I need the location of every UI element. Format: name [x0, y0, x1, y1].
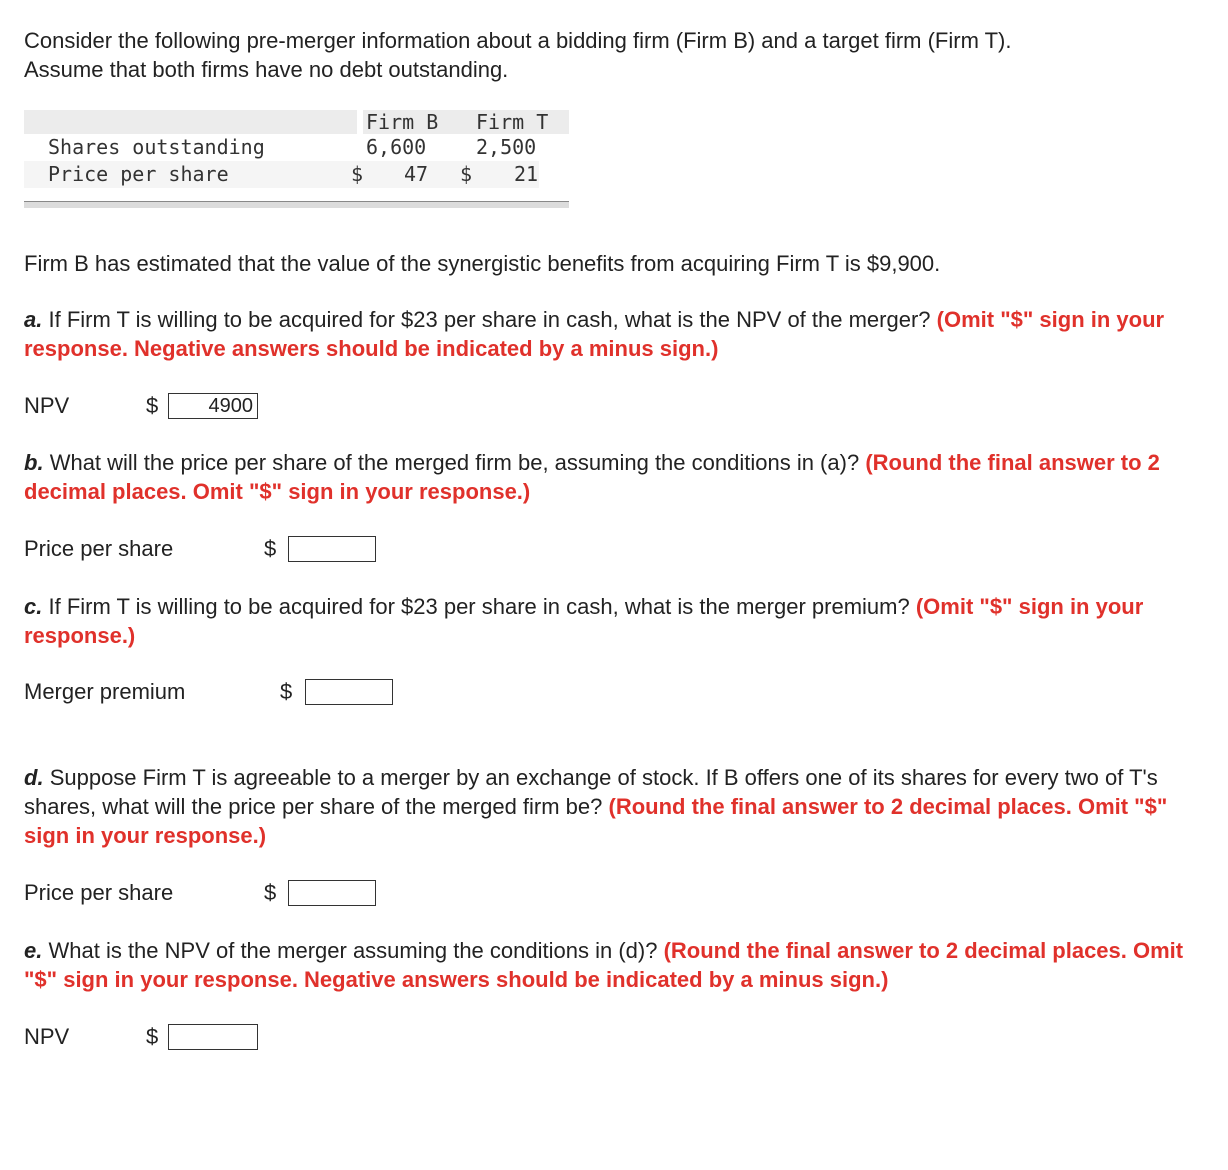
- answer-a-label: NPV: [24, 393, 70, 418]
- question-b-instruction: (Round the final answer to 2 decimal places. Omit "$" sign in your response.): [24, 450, 1160, 504]
- question-c-label: c.: [24, 594, 43, 619]
- header-firm-t: Firm T: [476, 110, 549, 134]
- price-firm-b-currency: $: [351, 162, 364, 186]
- price-firm-b: 47: [404, 162, 429, 186]
- npv-input-e[interactable]: [168, 1024, 258, 1050]
- answer-d-label: Price per share: [24, 880, 174, 905]
- price-firm-t-currency: $: [460, 162, 473, 186]
- header-firm-b: Firm B: [366, 110, 439, 134]
- question-b: [24, 448, 1214, 506]
- question-e-label: e.: [24, 938, 43, 963]
- pre-merger-table: [24, 110, 569, 188]
- question-d: [24, 763, 1214, 850]
- row-label-shares: Shares outstanding: [48, 135, 265, 159]
- question-d-text: Suppose Firm T is agreeable to a merger by an exchange of stock. If B offers one of its shares for every two of T's shares, what will the price per share of the merged firm be?: [24, 765, 1158, 819]
- answer-row-a: [24, 391, 264, 421]
- table-divider: [24, 201, 569, 208]
- question-a-text: If Firm T is willing to be acquired for $23 per share in cash, what is the NPV of the merger?: [48, 307, 931, 332]
- npv-input-a[interactable]: [168, 393, 258, 419]
- question-e: [24, 936, 1214, 994]
- question-a-instruction: (Omit "$" sign in your response. Negative answers should be indicated by a minus sign.): [24, 307, 1165, 361]
- answer-b-label: Price per share: [24, 536, 174, 561]
- price-per-share-input-d[interactable]: [288, 880, 376, 906]
- question-c-instruction: (Omit "$" sign in your response.): [24, 594, 1144, 648]
- intro-line-2: Assume that both firms have no debt outstanding.: [24, 57, 509, 82]
- question-a-label: a.: [24, 307, 43, 332]
- question-d-label: d.: [24, 765, 44, 790]
- shares-firm-b: 6,600: [366, 135, 427, 159]
- answer-e-label: NPV: [24, 1024, 70, 1049]
- question-c: [24, 592, 1214, 650]
- intro-text: [24, 26, 1204, 84]
- row-label-price: Price per share: [48, 162, 229, 186]
- answer-row-d: [24, 878, 384, 908]
- answer-b-currency: $: [264, 536, 277, 561]
- question-e-text: What is the NPV of the merger assuming the conditions in (d)?: [48, 938, 658, 963]
- merger-premium-input-c[interactable]: [305, 679, 393, 705]
- question-c-text: If Firm T is willing to be acquired for $23 per share in cash, what is the merger premium?: [48, 594, 910, 619]
- price-per-share-input-b[interactable]: [288, 536, 376, 562]
- answer-a-currency: $: [146, 393, 159, 418]
- answer-row-b: [24, 534, 384, 564]
- answer-d-currency: $: [264, 880, 277, 905]
- answer-row-e: [24, 1022, 264, 1052]
- intro-line-1: Consider the following pre-merger information about a bidding firm (Firm B) and a target firm (Firm T).: [24, 28, 1012, 53]
- table-row-price: [24, 161, 569, 188]
- table-header-row: [24, 110, 569, 134]
- synergy-text: Firm B has estimated that the value of the synergistic benefits from acquiring Firm T is $9,900.: [24, 251, 941, 276]
- shares-firm-t: 2,500: [476, 135, 537, 159]
- question-e-instruction: (Round the final answer to 2 decimal places. Omit "$" sign in your response. Negative answers should be indicated by a minus sign.): [24, 938, 1184, 992]
- question-d-instruction: (Round the final answer to 2 decimal places. Omit "$" sign in your response.): [24, 794, 1168, 848]
- price-firm-t: 21: [514, 162, 539, 186]
- answer-c-label: Merger premium: [24, 679, 186, 704]
- answer-c-currency: $: [280, 679, 293, 704]
- question-b-label: b.: [24, 450, 44, 475]
- question-b-text: What will the price per share of the merged firm be, assuming the conditions in (a)?: [49, 450, 860, 475]
- answer-e-currency: $: [146, 1024, 159, 1049]
- question-a: [24, 305, 1214, 363]
- answer-row-c: [24, 677, 399, 707]
- table-row-shares: [24, 134, 569, 161]
